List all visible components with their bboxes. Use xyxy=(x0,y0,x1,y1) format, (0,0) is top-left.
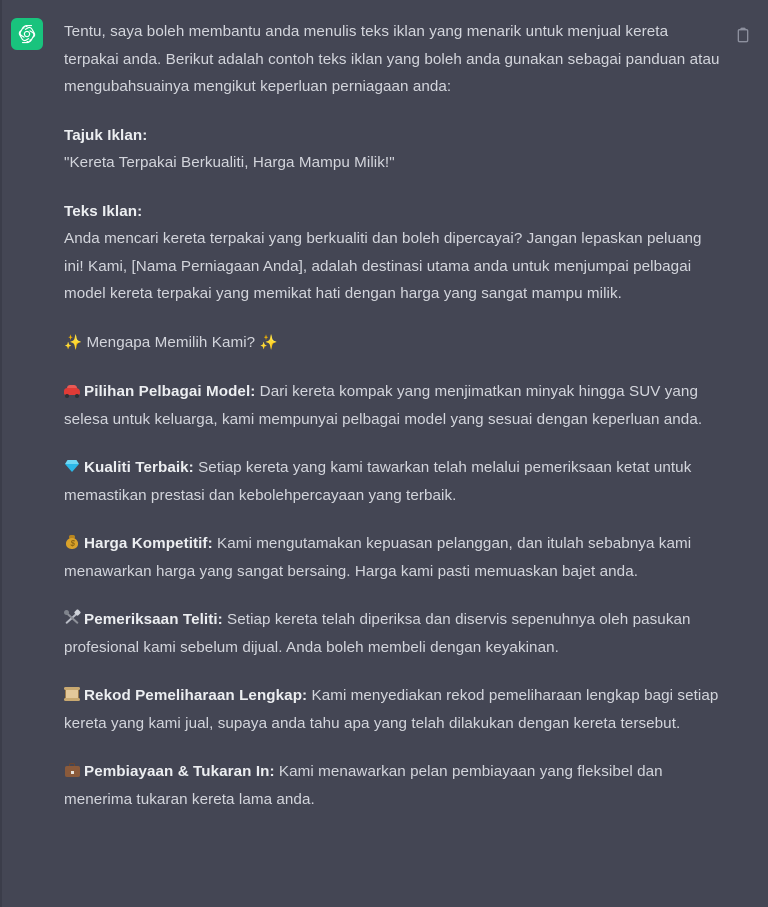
scroll-record-icon xyxy=(64,686,80,702)
benefit-label: Kualiti Terbaik: xyxy=(84,459,194,476)
car-icon xyxy=(64,382,80,398)
benefit-text: Dari kereta kompak yang menjimatkan minyak hingga SUV yang selesa untuk keluarga, kami mempunyai pelbagai model yang sesuai dengan keperluan anda. xyxy=(64,383,703,428)
benefit-label: Pilihan Pelbagai Model: xyxy=(84,383,256,400)
diamond-icon xyxy=(64,458,80,474)
benefit-text: Kami menawarkan pelan pembiayaan yang fleksibel dan menerima tukaran kereta lama anda. xyxy=(64,763,663,808)
adcopy-block xyxy=(64,198,724,308)
assistant-avatar xyxy=(11,18,43,50)
why-us-text: Mengapa Memilih Kami? xyxy=(86,333,256,351)
briefcase-icon xyxy=(64,762,80,778)
benefit-text: Setiap kereta yang kami tawarkan telah melalui pemeriksaan ketat untuk memastikan prestasi dan kebolehpercayaan yang terbaik. xyxy=(64,459,692,504)
why-us-heading xyxy=(64,329,724,358)
benefit-label: Pemeriksaan Teliti: xyxy=(84,611,223,628)
intro-paragraph: Tentu, saya boleh membantu anda menulis teks iklan yang menarik untuk menjual kereta terpakai anda. Berikut adalah contoh teks iklan yang boleh anda gunakan sebagai panduan atau mengubahsuainya mengikut keperluan perniagaan anda: xyxy=(64,23,720,95)
headline-block xyxy=(64,122,724,177)
benefit-text: Setiap kereta telah diperiksa dan diservis sepenuhnya oleh pasukan profesional kami sebelum dijual. Anda boleh membeli dengan keyakinan. xyxy=(64,611,691,656)
adcopy-body: Anda mencari kereta terpakai yang berkualiti dan boleh dipercayai? Jangan lepaskan peluang ini! Kami, [Nama Perniagaan Anda], adalah destinasi utama anda untuk menjumpai pelbagai model kereta terpakai yang memikat hati dengan harga yang sangat mampu milik. xyxy=(64,230,702,302)
copy-message-button[interactable] xyxy=(732,24,754,46)
sparkle-icon-left: ✨ xyxy=(64,334,83,351)
benefit-item xyxy=(64,454,724,509)
benefit-label: Pembiayaan & Tukaran In: xyxy=(84,763,275,780)
benefit-label: Rekod Pemeliharaan Lengkap: xyxy=(84,687,308,704)
adcopy-label: Teks Iklan: xyxy=(64,202,143,220)
benefit-text: Kami mengutamakan kepuasan pelanggan, dan itulah sebabnya kami menawarkan harga yang sangat bersaing. Harga kami pasti memuaskan bajet anda. xyxy=(64,535,692,580)
openai-logo-icon xyxy=(17,24,37,44)
benefit-item xyxy=(64,378,724,433)
headline-label: Tajuk Iklan: xyxy=(64,126,148,144)
headline-value: "Kereta Terpakai Berkualiti, Harga Mampu Milik!" xyxy=(64,154,395,171)
benefit-item xyxy=(64,606,724,661)
benefit-item xyxy=(64,530,724,585)
benefit-label: Harga Kompetitif: xyxy=(84,535,213,552)
sparkle-icon-right: ✨ xyxy=(259,334,278,351)
tools-icon xyxy=(64,610,80,626)
message-content xyxy=(64,18,768,907)
benefit-item xyxy=(64,758,724,813)
clipboard-copy-icon xyxy=(735,27,751,43)
money-bag-icon: $ xyxy=(64,534,80,550)
avatar-column xyxy=(2,18,64,907)
benefit-text: Kami menyediakan rekod pemeliharaan lengkap bagi setiap kereta yang kami jual, supaya anda tahu apa yang telah dilakukan dengan kereta tersebut. xyxy=(64,687,719,732)
benefit-item xyxy=(64,682,724,737)
